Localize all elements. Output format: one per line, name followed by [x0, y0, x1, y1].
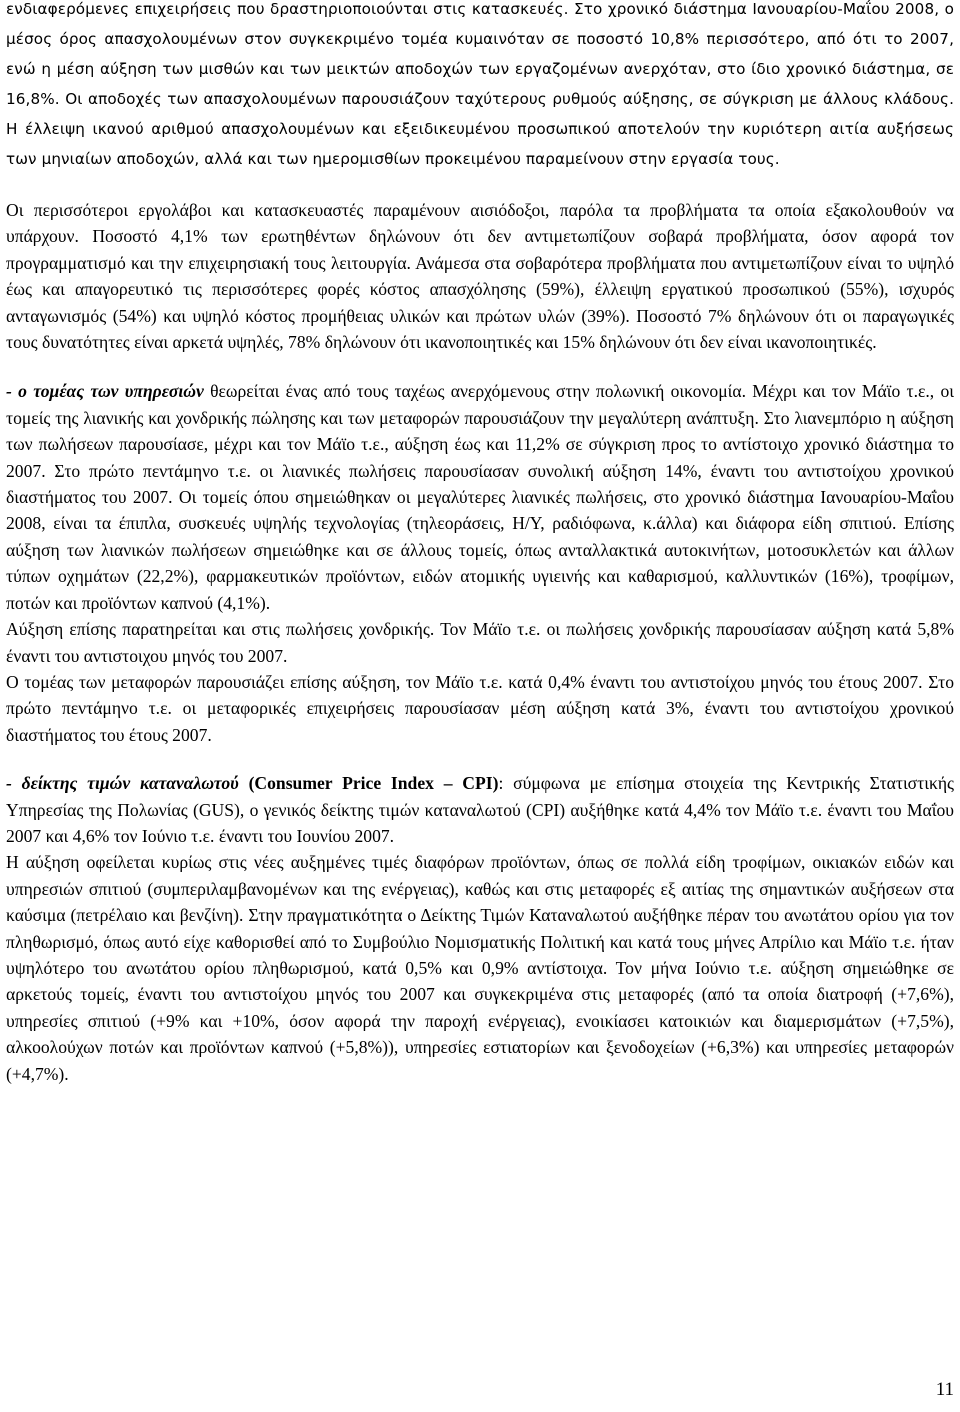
paragraph-text: Οι περισσότεροι εργολάβοι και κατασκευαστές παραμένουν αισιόδοξοι, παρόλα τα προβλήματα τα οποία εξακολουθούν να υπάρχουν.	[6, 200, 954, 247]
cpi-english-term: (Consumer Price Index – CPI)	[238, 773, 499, 794]
paragraph-transport	[6, 669, 954, 748]
paragraph-construction-employment	[6, 0, 954, 174]
paragraph-text: θεωρείται ένας από τους ταχέως ανερχόμενους στην πολωνική οικονομία. Μέχρι και τον Μάϊο τ.ε., οι τομείς της λιανικής και χονδρικής πώλησης και των μεταφορών παρουσιάζουν την μεγαλύτερη ανάπτυξη. Στο λιανεμπόριο η αύξηση των πωλήσεων παρουσίασε, μέχρι και τον Μάϊο τ.ε., αύξηση έως και 11,2% σε σύγκριση προς το αντίστοιχο χρονικό διάστημα το 2007. Στο πρώτο πεντάμηνο τ.ε. οι λιανικές πωλήσεις παρουσίασαν συνολική αύξηση 14%, έναντι του αντιστοίχου χρονικού διαστήματος του 2007. Οι τομείς όπου σημειώθηκαν οι μεγαλύτερες λιανικές πωλήσεις, στο χρονικό διάστημα Ιανουαρίου-Μαΐου 2008, είναι τα έπιπλα, συσκευές υψηλής τεχνολογίας (τηλεοράσεις, Η/Υ, ραδιόφωνα, κ.άλλα) και διάφορα είδη σπιτιού. Επίσης αύξηση των λιανικών πωλήσεων σημειώθηκε και σε άλλους τομείς, όπως ανταλλακτικά αυτοκινήτων, μοτοσυκλετών και άλλων τύπων οχημάτων (22,2%), φαρμακευτικών προϊόντων, ειδών ατομικής υγιεινής και καθαρισμού, καλλυντικών (16%), τροφίμων, ποτών και προϊόντων καπνού (4,1%).	[6, 381, 954, 613]
paragraph-cpi	[6, 770, 954, 849]
paragraph-text: ενδιαφερόμενες επιχειρήσεις που δραστηριοποιούνται στις κατασκευές. Στο χρονικό διάστημα Ιανουαρίου-Μαΐου 2008, ο μέσος όρος απασχολουμένων στον συγκεκριμένο τομέα κυμαινόταν σε ποσοστό 10,8% περισσότερο, από ότι το 2007, ενώ η μέση αύξηση των μισθών και των μεικτών αποδοχών των εργαζομένων ανερχόταν, στο ίδιο χρονικό διάστημα, σε 16,8%. Οι αποδοχές των απασχολουμένων παρουσιάζουν ταχύτερους ρυθμούς αύξησης, σε σύγκριση με άλλους κλάδους. Η έλλειψη ικανού αριθμού απασχολουμένων και εξειδικευμένου προσωπικού αποτελούν την κυριότερη αιτία αυξήσεως των μηνιαίων αποδοχών, αλλά και των ημερομισθίων προκειμένου παραμείνουν στην εργασία τους.	[6, 0, 954, 168]
document-page	[6, 0, 954, 1087]
paragraph-cpi-causes	[6, 849, 954, 1087]
paragraph-wholesale	[6, 616, 954, 669]
page-number: 11	[935, 1379, 954, 1400]
paragraph-text: Ο τομέας των μεταφορών παρουσιάζει επίσης αύξηση, τον Μάϊο τ.ε. κατά 0,4% έναντι του αντιστοίχου μηνός του έτους 2007. Στο πρώτο πεντάμηνο τ.ε. οι μεταφορικές επιχειρήσεις παρουσίασαν μέση αύξηση κατά 3%, έναντι του αντιστοίχου χρονικού διαστήματος του έτους 2007.	[6, 671, 954, 745]
paragraph-text: Ποσοστό 4,1% των ερωτηθέντων δηλώνουν ότι δεν αντιμετωπίζουν σοβαρά προβλήματα, όσον αφορά τον προγραμματισμό και την επιχειρησιακή τους λειτουργία. Ανάμεσα στα σοβαρότερα προβλήματα που αντιμετωπίζουν είναι το υψηλό έως και απαγορευτικό τις περισσότερες φορές κόστος απασχόλησης (59%), έλλειψη εργατικού προσωπικού (55%), ισχυρός ανταγωνισμός (54%) και υψηλό κόστος προμήθειας υλικών και πρώτων υλών (39%). Ποσοστό 7% δηλώνουν ότι οι παραγωγικές τους δυνατότητες είναι αρκετά υψηλές, 78% δηλώνουν ότι ικανοποιητικές και 15% δηλώνουν ότι δεν είναι ικανοποιητικές.	[6, 226, 954, 353]
section-cpi	[6, 770, 954, 1087]
paragraph-contractors-outlook	[6, 197, 954, 355]
paragraph-services-sector	[6, 378, 954, 616]
paragraph-text: Αύξηση επίσης παρατηρείται και στις πωλήσεις χονδρικής. Τον Μάϊο τ.ε. οι πωλήσεις χονδρικής παρουσίασαν αύξηση κατά 5,8% έναντι του αντιστοιχου μηνός του 2007.	[6, 619, 954, 666]
section-heading-cpi: - δείκτης τιμών καταναλωτού	[6, 773, 239, 794]
paragraph-text: : σύμφωνα με επίσημα στοιχεία της Κεντρικής Στατιστικής Υπηρεσίας της Πολωνίας (GUS), ο γενικός δείκτης τιμών καταναλωτού (CPI) αυξήθηκε κατά 4,4% τον Μάϊο τ.ε. έναντι του Μαΐου 2007 και 4,6% τον Ιούνιο τ.ε. έναντι του Ιουνίου 2007.	[6, 773, 955, 846]
section-heading-services: - ο τομέας των υπηρεσιών	[6, 381, 204, 402]
section-services	[6, 378, 954, 748]
paragraph-text: Η αύξηση οφείλεται κυρίως στις νέες αυξημένες τιμές διαφόρων προϊόντων, όπως σε πολλά είδη τροφίμων, οικιακών ειδών και υπηρεσιών σπιτιού (συμπεριλαμβανομένων και της ενέργειας), καθώς και στις μεταφορές εξ αιτίας της σημαντικών αυξήσεων στα καύσιμα (πετρέλαιο και βενζίνη). Στην πραγματικότητα ο Δείκτης Τιμών Καταναλωτού αυξήθηκε πέραν του ανωτάτου ορίου για τον πληθωρισμό, όπως αυτό είχε καθορισθεί από το Συμβούλιο Νομισματικής Πολιτική και κατά τους μήνες Απρίλιο και Μάϊο τ.ε. ήταν υψηλότερο του ανωτάτου ορίου πληθωρισμού, κατά 0,5% και 0,9% αντίστοιχα. Τον μήνα Ιούνιο τ.ε. αύξηση σημειώθηκε σε αρκετούς τομείς, έναντι του αντιστοίχου μηνός του 2007 και συγκεκριμένα στις μεταφορές (από τα οποία διατροφή (+7,6%), υπηρεσίες σπιτιού (+9% και +10%, όσον αφορά την παροχή ενέργειας), ενοικίασει κατοικιών και διαμερισμάτων (+7,5%), αλκοολούχων ποτών και προϊόντων καπνού (+5,8%)), υπηρεσίες εστιατορίων και ξενοδοχείων (+6,3%) και υπηρεσίες μεταφορών (+4,7%).	[6, 852, 954, 1084]
